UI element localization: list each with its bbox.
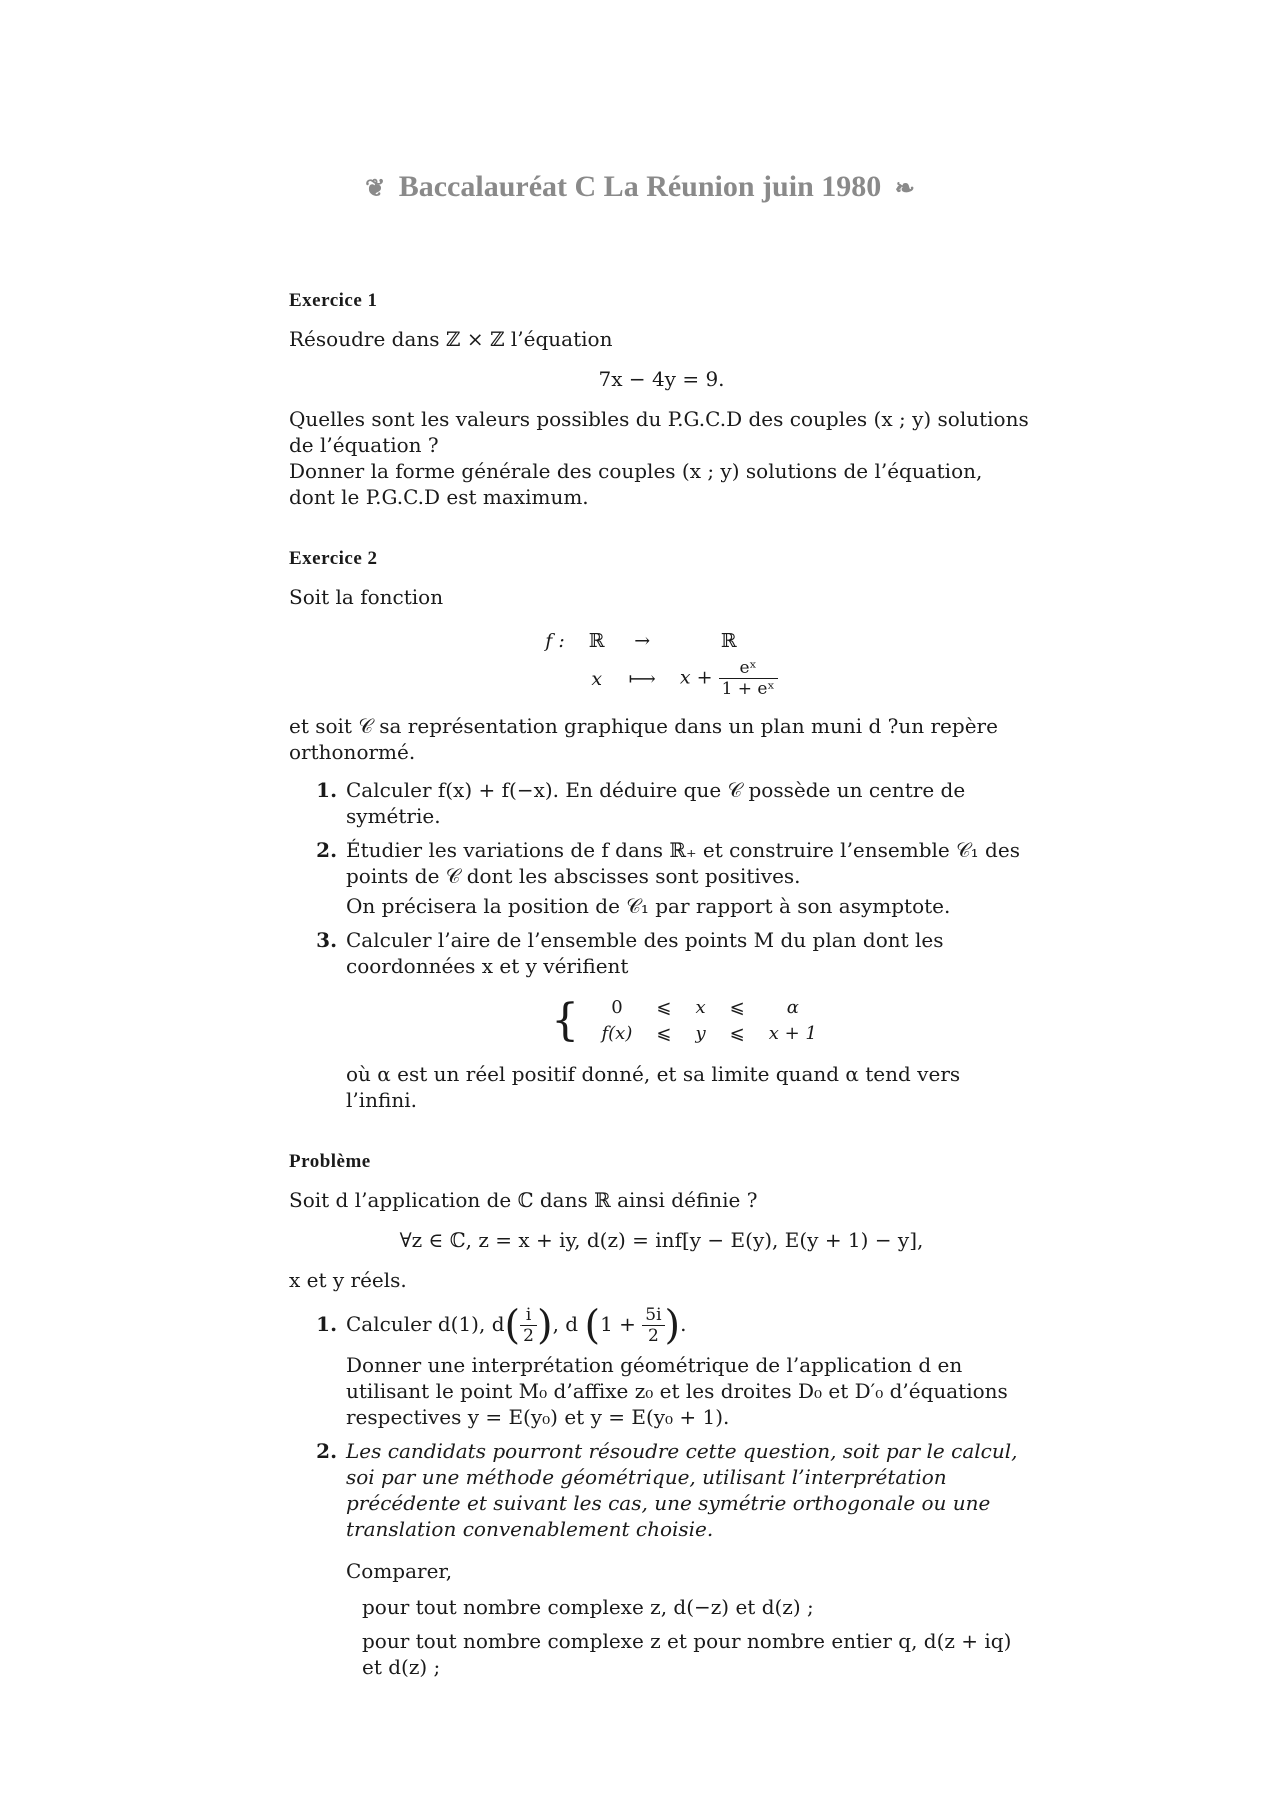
map-mapsto: ⟼	[628, 667, 656, 690]
sys-cell: ⩽	[729, 1023, 745, 1044]
exercise-1-equation: 7x − 4y = 9.	[598, 367, 725, 391]
problem-list	[289, 1302, 1034, 1680]
sys-cell: x	[695, 997, 706, 1018]
exercise-1-intro: Résoudre dans ℤ × ℤ l’équation	[289, 327, 613, 351]
sys-cell: ⩽	[656, 997, 672, 1018]
sys-cell: y	[695, 1023, 706, 1044]
page-title	[0, 170, 1280, 204]
problem-compare: Comparer,	[346, 1559, 453, 1583]
list-item	[344, 1438, 1034, 1680]
exercise-1-question-1: Quelles sont les valeurs possibles du P.G.C.D des couples (x ; y) solutions de l’équation ?	[289, 407, 1029, 457]
sys-cell: x + 1	[768, 1023, 817, 1044]
problem	[289, 1149, 1034, 1680]
problem-item-1-d: .	[680, 1312, 687, 1336]
list-item	[344, 837, 1034, 919]
map-var: x	[591, 667, 603, 690]
fraction-5i-over-2	[642, 1305, 664, 1346]
ornament-left-icon: ❦	[365, 176, 386, 202]
compare-item-1: pour tout nombre complexe z, d(−z) et d(z) ;	[362, 1595, 814, 1619]
map-fraction-num: eˣ	[719, 658, 778, 679]
sys-cell: f(x)	[601, 1023, 633, 1044]
title-text: Baccalauréat C La Réunion juin 1980	[398, 170, 882, 203]
compare-list	[362, 1594, 1034, 1680]
sys-cell: ⩽	[729, 997, 745, 1018]
exercise-2	[289, 546, 1034, 1113]
paren-left-icon: (	[504, 1302, 521, 1349]
exercise-2-item-1: Calculer f(x) + f(−x). En déduire que 𝒞 possède un centre de symétrie.	[346, 778, 966, 828]
map-arrow: →	[634, 630, 651, 652]
inequality-system	[346, 995, 1034, 1047]
exercise-2-heading: Exercice 2	[289, 548, 378, 569]
map-f: f :	[545, 630, 565, 652]
problem-item-1-interpretation: Donner une interprétation géométrique de l’application d en utilisant le point M₀ d’affixe z₀ et les droites D₀ et D′₀ d’équations respectives y = E(y₀) et y = E(y₀ + 1).	[346, 1353, 1008, 1429]
frac-num: i	[520, 1305, 537, 1326]
frac-den: 2	[523, 1326, 534, 1346]
exercise-2-item-2-note: On précisera la position de 𝒞₁ par rapport à son asymptote.	[346, 894, 951, 918]
paren-right-icon: )	[536, 1302, 553, 1349]
paren-left-icon: (	[584, 1302, 601, 1349]
exercise-1-heading: Exercice 1	[289, 290, 378, 311]
document-body	[289, 288, 1034, 1688]
problem-intro: Soit d l’application de ℂ dans ℝ ainsi définie ?	[289, 1188, 758, 1212]
problem-xy: x et y réels.	[289, 1268, 407, 1292]
exercise-2-intro: Soit la fonction	[289, 585, 444, 609]
function-definition	[289, 624, 1034, 699]
sys-cell: α	[786, 997, 799, 1018]
exercise-1-question-2: Donner la forme générale des couples (x ; y) solutions de l’équation, dont le P.G.C.D est maximum.	[289, 459, 983, 509]
exercise-2-after-system: où α est un réel positif donné, et sa limite quand α tend vers l’infini.	[346, 1062, 961, 1112]
map-fraction	[719, 658, 778, 699]
compare-item-2: pour tout nombre complexe z et pour nombre entier q, d(z + iq) et d(z) ;	[362, 1629, 1012, 1679]
exercise-2-item-3: Calculer l’aire de l’ensemble des points M du plan dont les coordonnées x et y vérifient	[346, 928, 944, 978]
problem-item-1-c: 1 +	[600, 1312, 636, 1336]
exercise-1	[289, 288, 1034, 510]
exercise-2-list	[289, 777, 1034, 1113]
list-item	[344, 1302, 1034, 1430]
ornament-right-icon: ❧	[894, 176, 915, 202]
list-item	[344, 927, 1034, 1113]
map-fraction-den: 1 + eˣ	[721, 679, 775, 699]
list-item	[344, 777, 1034, 829]
map-codomain: ℝ	[720, 630, 737, 652]
sys-cell: ⩽	[656, 1023, 672, 1044]
map-domain: ℝ	[588, 630, 605, 652]
frac-num: 5i	[642, 1305, 664, 1326]
fraction-i-over-2	[520, 1305, 537, 1346]
problem-item-1-b: , d	[552, 1312, 579, 1336]
problem-item-1-a: Calculer d(1), d	[346, 1312, 505, 1336]
problem-heading: Problème	[289, 1151, 371, 1172]
problem-definition: ∀z ∈ ℂ, z = x + iy, d(z) = inf[y − E(y), E(y + 1) − y],	[399, 1228, 924, 1252]
exercise-2-after: et soit 𝒞 sa représentation graphique dans un plan muni d ?un repère orthonormé.	[289, 714, 998, 764]
problem-item-2: Les candidats pourront résoudre cette question, soit par le calcul, soi par une méthode géométrique, utilisant l’interprétation précédente et suivant les cas, une symétrie orthogonale ou une translation convenablement choisie.	[346, 1439, 1018, 1541]
map-expr: x +	[679, 666, 713, 689]
frac-den: 2	[647, 1326, 659, 1346]
paren-right-icon: )	[664, 1302, 681, 1349]
sys-cell: 0	[611, 997, 623, 1018]
exercise-2-item-2: Étudier les variations de f dans ℝ₊ et construire l’ensemble 𝒞₁ des points de 𝒞 dont les abscisses sont positives.	[346, 838, 1020, 888]
brace-icon: {	[551, 995, 580, 1046]
